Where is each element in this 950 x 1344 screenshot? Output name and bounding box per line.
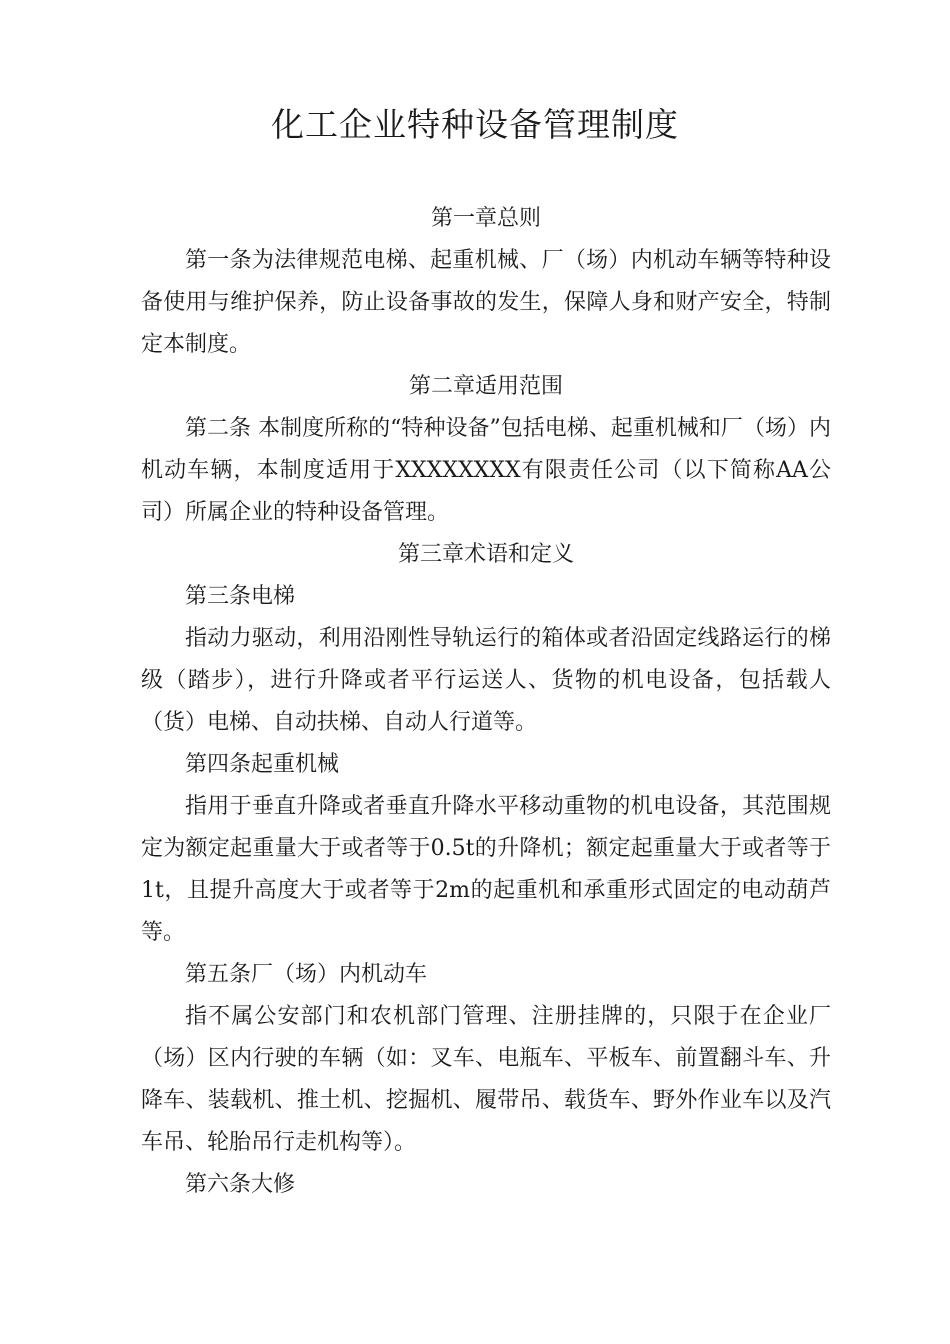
chapter-heading: 第二章适用范围 — [408, 374, 563, 399]
document-title: 化工企业特种设备管理制度 — [271, 105, 679, 144]
article-heading: 第四条起重机械 — [185, 752, 340, 777]
chapter-heading: 第一章总则 — [430, 206, 541, 231]
article-paragraph: 第一条为法律规范电梯、起重机械、厂（场）内机动车辆等特种设备使用与维护保养，防止设备事故的发生，保障人身和财产安全，特制定本制度。 — [141, 248, 831, 357]
article-heading: 第五条厂（场）内机动车 — [185, 962, 428, 987]
article-paragraph: 指动力驱动，利用沿刚性导轨运行的箱体或者沿固定线路运行的梯级（踏步），进行升降或者平行运送人、货物的机电设备，包括载人（货）电梯、自动扶梯、自动人行道等。 — [141, 626, 831, 735]
article-paragraph: 第二条 本制度所称的“特种设备”包括电梯、起重机械和厂（场）内机动车辆，本制度适用于XXXXXXXX有限责任公司（以下简称AA公司）所属企业的特种设备管理。 — [141, 416, 831, 525]
article-heading: 第三条电梯 — [185, 584, 296, 609]
article-paragraph: 指用于垂直升降或者垂直升降水平移动重物的机电设备，其范围规定为额定起重量大于或者等于0.5t的升降机；额定起重量大于或者等于1t，且提升高度大于或者等于2m的起重机和承重形式固定的电动葫芦等。 — [141, 794, 831, 945]
chapter-heading: 第三章术语和定义 — [397, 542, 574, 567]
article-heading: 第六条大修 — [185, 1172, 296, 1197]
article-paragraph: 指不属公安部门和农机部门管理、注册挂牌的，只限于在企业厂（场）区内行驶的车辆（如：叉车、电瓶车、平板车、前置翻斗车、升降车、装载机、推土机、挖掘机、履带吊、载货车、野外作业车以及汽车吊、轮胎吊行走机构等）。 — [141, 1004, 831, 1155]
document-body — [141, 198, 831, 1206]
